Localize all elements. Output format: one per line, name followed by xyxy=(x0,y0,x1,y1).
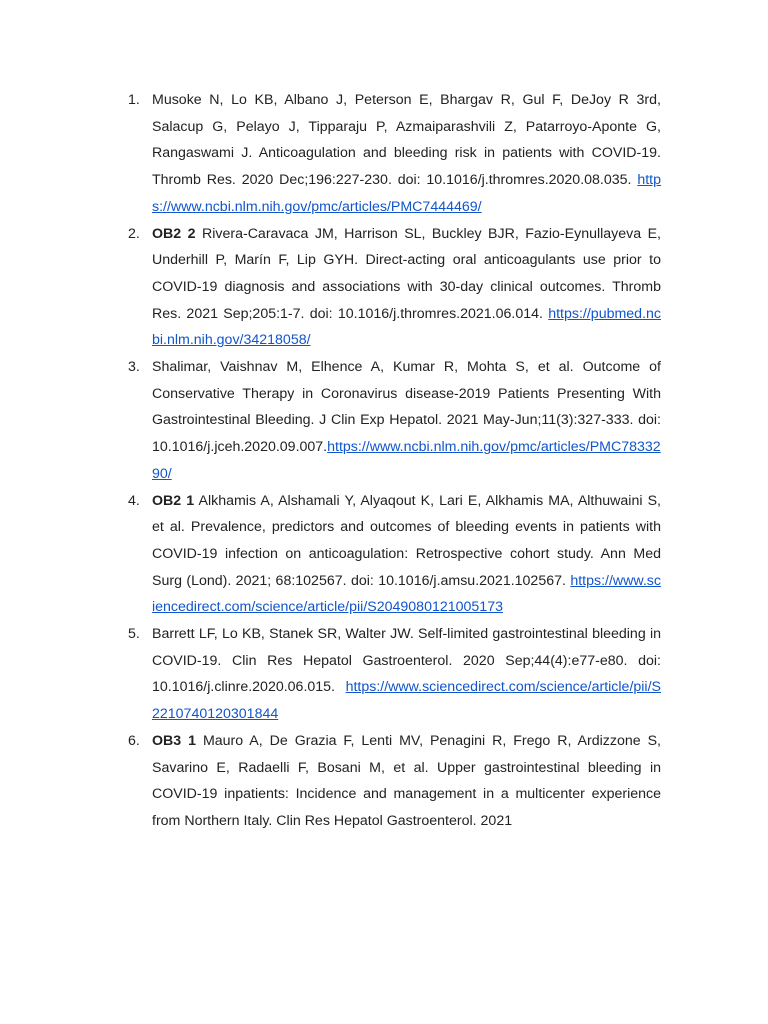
reference-text: Shalimar, Vaishnav M, Elhence A, Kumar R, Mohta S, et al. Outcome of Conservative Therapy in Coronavirus disease-2019 Patients Presenting With Gastrointestinal Bleeding. J Clin Exp Hepatol. 2021 May-Jun;11(3):327-333. doi: 10.1016/j.jceh.2020.09.007. xyxy=(152,359,661,456)
reference-item-6 xyxy=(128,728,661,835)
reference-item-1 xyxy=(128,87,661,221)
reference-text: Musoke N, Lo KB, Albano J, Peterson E, Bhargav R, Gul F, DeJoy R 3rd, Salacup G, Pelayo J, Tipparaju P, Azmaiparashvili Z, Patarroyo-Aponte G, Rangaswami J. Anticoagulation and bleeding risk in patients with COVID-19. Thromb Res. 2020 Dec;196:227-230. doi: 10.1016/j.thromres.2020.08.035. xyxy=(152,92,661,189)
reference-text: Alkhamis A, Alshamali Y, Alyaqout K, Lari E, Alkhamis MA, Althuwaini S, et al. Prevalence, predictors and outcomes of bleeding events in patients with COVID-19 infection on anticoagulation: Retrospective cohort study. Ann Med Surg (Lond). 2021; 68:102567. doi: 10.1016/j.amsu.2021.102567. xyxy=(152,492,661,589)
reference-number: 3. xyxy=(128,359,140,376)
reference-number: 5. xyxy=(128,626,140,643)
reference-text: Mauro A, De Grazia F, Lenti MV, Penagini R, Frego R, Ardizzone S, Savarino E, Radaelli F, Bosani M, et al. Upper gastrointestinal bleeding in COVID-19 inpatients: Incidence and management in a multicenter experience from Northern Italy. Clin Res Hepatol Gastroenterol. 2021 xyxy=(152,732,661,829)
reference-number: 4. xyxy=(128,492,140,509)
reference-tag: OB2 2 xyxy=(152,225,196,242)
reference-link[interactable]: https://www.ncbi.nlm.nih.gov/pmc/articles/PMC7833290/ xyxy=(152,439,661,482)
reference-item-5 xyxy=(128,621,661,728)
reference-number: 1. xyxy=(128,92,140,108)
reference-item-2 xyxy=(128,221,661,355)
reference-text: Barrett LF, Lo KB, Stanek SR, Walter JW. Self-limited gastrointestinal bleeding in COVID-19. Clin Res Hepatol Gastroenterol. 2020 Sep;44(4):e77-e80. doi: 10.1016/j.clinre.2020.06.015. xyxy=(152,626,661,696)
reference-item-4 xyxy=(128,488,661,622)
reference-text: Rivera-Caravaca JM, Harrison SL, Buckley BJR, Fazio-Eynullayeva E, Underhill P, Marín F, Lip GYH. Direct-acting oral anticoagulants use prior to COVID-19 diagnosis and associations with 30-day clinical outcomes. Thromb Res. 2021 Sep;205:1-7. doi: 10.1016/j.thromres.2021.06.014. xyxy=(152,225,661,322)
reference-link[interactable]: https://pubmed.ncbi.nlm.nih.gov/34218058/ xyxy=(152,305,661,349)
reference-link[interactable]: https://www.ncbi.nlm.nih.gov/pmc/articles/PMC7444469/ xyxy=(152,172,661,215)
reference-tag: OB3 1 xyxy=(152,732,196,749)
reference-number: 6. xyxy=(128,732,140,749)
reference-item-3 xyxy=(128,354,661,488)
reference-list xyxy=(128,87,661,835)
reference-number: 2. xyxy=(128,225,140,242)
reference-tag: OB2 1 xyxy=(152,492,195,509)
reference-link[interactable]: https://www.sciencedirect.com/science/article/pii/S2210740120301844 xyxy=(152,679,661,723)
reference-link[interactable]: https://www.sciencedirect.com/science/article/pii/S2049080121005173 xyxy=(152,572,661,616)
